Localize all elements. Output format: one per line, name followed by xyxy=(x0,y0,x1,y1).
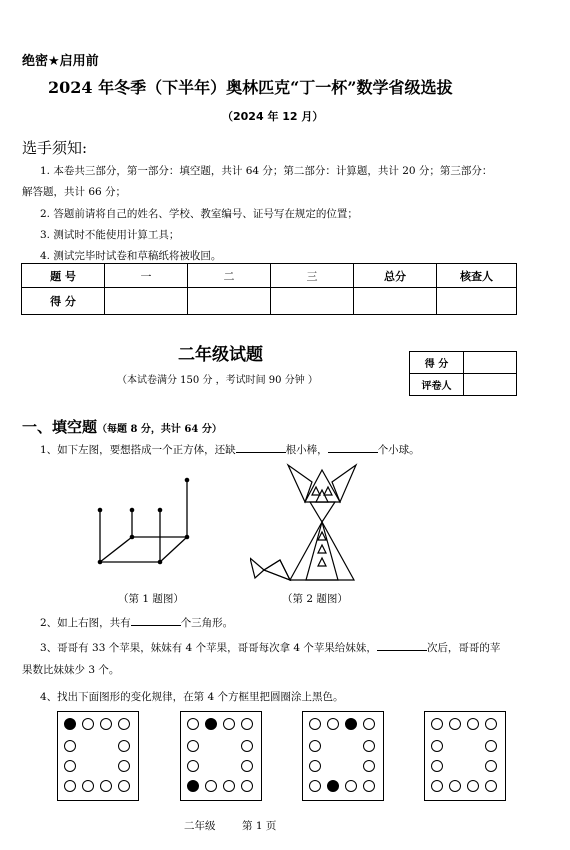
pattern-circle xyxy=(309,780,321,792)
exam-title: 2024 年冬季（下半年）奥林匹克“丁一杯”数学省级选拔 xyxy=(48,78,453,97)
grade-title: 二年级试题 xyxy=(178,345,263,365)
pattern-circle xyxy=(345,780,357,792)
notice-heading: 选手须知: xyxy=(22,139,88,157)
pattern-circle[interactable] xyxy=(431,760,443,772)
pattern-circle[interactable] xyxy=(485,780,497,792)
q2-text: 2、如上右图，共有 xyxy=(40,617,131,629)
pattern-circle xyxy=(100,780,112,792)
pattern-circle xyxy=(345,718,357,730)
pattern-answer-box[interactable] xyxy=(424,711,506,801)
pattern-circle xyxy=(309,718,321,730)
q1-text: 个小球。 xyxy=(377,444,420,456)
score-table-header: 三 xyxy=(271,264,354,288)
figure-1-cube xyxy=(90,470,200,570)
pattern-circle xyxy=(363,760,375,772)
pattern-circle xyxy=(118,760,130,772)
mini-score-table xyxy=(409,351,517,396)
pattern-circle xyxy=(241,718,253,730)
pattern-circle xyxy=(309,740,321,752)
mini-score-cell[interactable] xyxy=(464,374,517,396)
score-table-header: 一 xyxy=(105,264,188,288)
q3-text: 次后，哥哥的苹 xyxy=(426,642,501,654)
q3-blank[interactable] xyxy=(377,640,427,651)
question-4: 4、找出下面图形的变化规律，在第 4 个方框里把圆圈涂上黑色。 xyxy=(40,691,344,703)
q1-text: 1、如下左图，要想搭成一个正方体，还缺 xyxy=(40,444,236,456)
figure-2-caption: （第 2 题图） xyxy=(282,593,348,605)
pattern-circle[interactable] xyxy=(449,780,461,792)
score-row-label: 得 分 xyxy=(22,288,105,315)
pattern-circle[interactable] xyxy=(485,718,497,730)
pattern-circle xyxy=(64,780,76,792)
pattern-circle xyxy=(100,718,112,730)
score-table-header: 二 xyxy=(188,264,271,288)
q2-text: 个三角形。 xyxy=(180,617,234,629)
question-3 xyxy=(40,640,500,655)
pattern-circle xyxy=(363,740,375,752)
q3-text: 3、哥哥有 33 个苹果，妹妹有 4 个苹果，哥哥每次拿 4 个苹果给妹妹， xyxy=(40,642,377,654)
figure-2-triangles xyxy=(250,460,380,585)
figure-1-caption: （第 1 题图） xyxy=(118,593,184,605)
pattern-box xyxy=(302,711,384,801)
notice-item-2: 2. 答题前请将自己的姓名、学校、教室编号、证号写在规定的位置； xyxy=(40,208,358,220)
pattern-circle xyxy=(327,780,339,792)
exam-date: （2024 年 12 月） xyxy=(222,110,324,123)
q1-text: 根小棒， xyxy=(285,444,328,456)
q2-blank[interactable] xyxy=(131,615,181,626)
pattern-circle xyxy=(223,718,235,730)
notice-item-4: 4. 测试完毕时试卷和草稿纸将被收回。 xyxy=(40,250,222,262)
notice-item-1: 1. 本卷共三部分，第一部分：填空题，共计 64 分；第二部分：计算题，共计 20 分；第三部分： xyxy=(40,165,493,177)
pattern-circle xyxy=(241,740,253,752)
pattern-circle[interactable] xyxy=(449,718,461,730)
pattern-circle[interactable] xyxy=(485,760,497,772)
pattern-circle xyxy=(241,780,253,792)
score-table xyxy=(21,263,517,315)
mini-table-label: 得 分 xyxy=(410,352,464,374)
pattern-circle xyxy=(223,780,235,792)
section-note: （每题 8 分，共计 64 分） xyxy=(97,424,222,435)
pattern-circle xyxy=(82,718,94,730)
pattern-circle xyxy=(241,760,253,772)
pattern-circle xyxy=(363,780,375,792)
pattern-circle xyxy=(187,780,199,792)
score-table-header: 核查人 xyxy=(437,264,517,288)
question-2 xyxy=(40,615,233,630)
question-1 xyxy=(40,442,420,457)
pattern-circle[interactable] xyxy=(431,780,443,792)
pattern-circle[interactable] xyxy=(485,740,497,752)
pattern-circle xyxy=(363,718,375,730)
pattern-circle[interactable] xyxy=(431,718,443,730)
question-3-cont: 果数比妹妹少 3 个。 xyxy=(22,664,120,676)
pattern-circle[interactable] xyxy=(431,740,443,752)
q1-blank-sticks[interactable] xyxy=(236,442,286,453)
score-table-header: 题 号 xyxy=(22,264,105,288)
score-table-header: 总分 xyxy=(354,264,437,288)
section-title: 一、填空题 xyxy=(22,418,98,436)
mini-score-cell[interactable] xyxy=(464,352,517,374)
pattern-circle xyxy=(205,780,217,792)
pattern-circle xyxy=(64,740,76,752)
pattern-circle xyxy=(118,718,130,730)
pattern-circle xyxy=(64,718,76,730)
section-heading xyxy=(22,416,222,437)
pattern-circle xyxy=(64,760,76,772)
score-cell[interactable] xyxy=(188,288,271,315)
pattern-circle xyxy=(205,718,217,730)
secret-tag: 绝密★启用前 xyxy=(22,54,99,69)
pattern-circle xyxy=(82,780,94,792)
q1-blank-balls[interactable] xyxy=(328,442,378,453)
pattern-circle xyxy=(187,718,199,730)
score-cell[interactable] xyxy=(105,288,188,315)
pattern-circle xyxy=(309,760,321,772)
pattern-box xyxy=(57,711,139,801)
footer-grade: 二年级 xyxy=(184,820,216,832)
pattern-circle[interactable] xyxy=(467,780,479,792)
exam-subtitle: （本试卷满分 150 分 ，考试时间 90 分钟 ） xyxy=(117,375,318,386)
notice-item-1-cont: 解答题，共计 66 分； xyxy=(22,186,127,198)
score-cell[interactable] xyxy=(354,288,437,315)
pattern-circle xyxy=(327,718,339,730)
notice-item-3: 3. 测试时不能使用计算工具； xyxy=(40,229,180,241)
pattern-circle xyxy=(187,740,199,752)
pattern-circle xyxy=(187,760,199,772)
pattern-box xyxy=(180,711,262,801)
pattern-circle[interactable] xyxy=(467,718,479,730)
pattern-circle xyxy=(118,780,130,792)
score-cell[interactable] xyxy=(437,288,517,315)
footer-page: 第 1 页 xyxy=(242,820,277,832)
pattern-circle xyxy=(118,740,130,752)
mini-table-label: 评卷人 xyxy=(410,374,464,396)
score-cell[interactable] xyxy=(271,288,354,315)
